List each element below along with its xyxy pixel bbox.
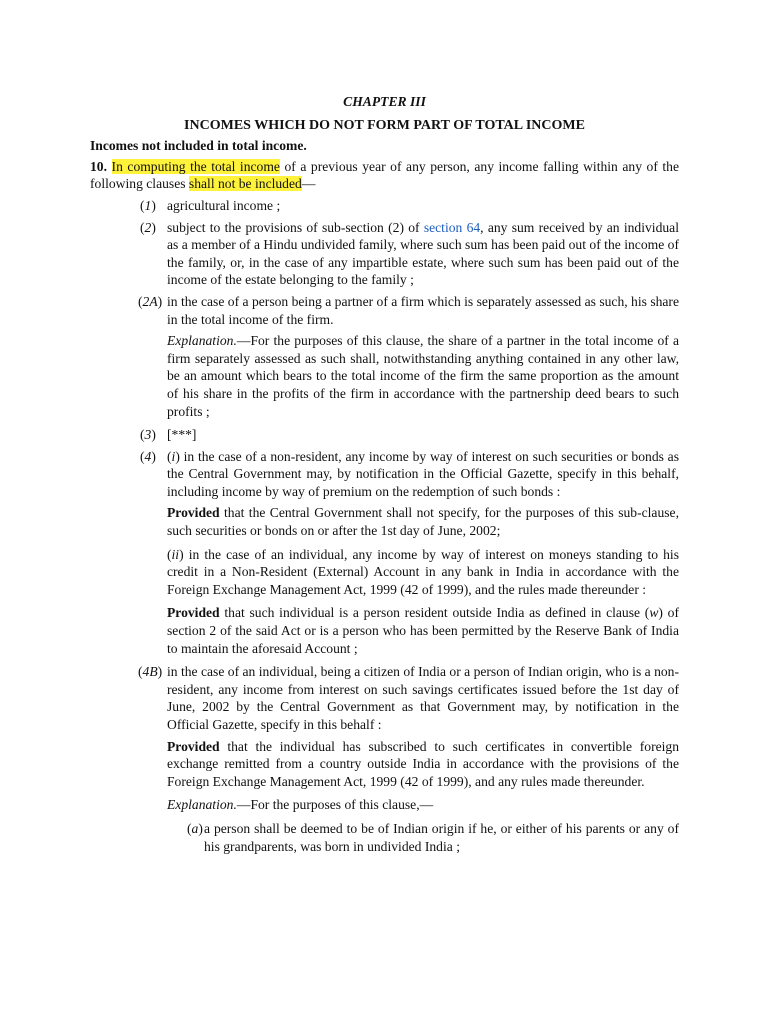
clause-2A-number: (2A)	[138, 293, 163, 309]
subclause-ii-label: ii	[171, 546, 180, 562]
clause-4B-explanation	[90, 796, 679, 814]
proviso-label: Provided	[167, 738, 220, 754]
clause-2-text-pre: subject to the provisions of sub-section (2) of	[167, 219, 424, 235]
clause-2A-text: in the case of a person being a partner of a firm which is separately assessed as such, his share in the total income of the firm.	[167, 293, 679, 327]
clause-4-i-text: in the case of a non-resident, any income by way of interest on such securities or bonds as the Central Government may, by notification in the Official Gazette, specify in this behalf, including income by way of premium on the redemption of such bonds :	[167, 448, 679, 499]
clause-3-number: (3)	[140, 427, 156, 443]
highlight-computing-total-income[interactable]: In computing the total income	[111, 158, 280, 174]
clause-4B-number: (4B)	[138, 664, 163, 680]
section-10-intro	[90, 158, 679, 193]
section-text-2: —	[301, 176, 316, 192]
explanation-text: —For the purposes of this clause, the share of a partner in the total income of a firm separately assessed as such shall, notwithstanding anything contained in any other law, be an amount which bears to the total income of the firm the same proportion as the amount of his share in the profits of the firm in accordance with the partnership deed bears to such profits ;	[167, 333, 679, 419]
proviso-label: Provided	[167, 605, 220, 621]
clause-4B-text: in the case of an individual, being a citizen of India or a person of Indian origin, who is a non-resident, any income from interest on such savings certificates issued before the 1st day of June, 2002 by the Central Government as that Government may, by notification in the Official Gazette, specify in this behalf :	[167, 664, 679, 732]
clause-4-number: (4)	[140, 448, 156, 464]
clause-3-text: [***]	[167, 427, 197, 443]
proviso-text: that the Central Government shall not specify, for the purposes of this sub-clause, such securities or bonds on or after the 1st day of June, 2002;	[167, 505, 679, 539]
clause-3	[90, 426, 679, 444]
clause-1	[90, 197, 679, 215]
section-text-1: of a previous year of any person, any income falling within any of the following clauses	[90, 158, 680, 192]
clause-4B-proviso	[90, 738, 679, 791]
chapter-heading: CHAPTER III	[343, 94, 426, 109]
side-heading: Incomes not included in total income.	[90, 138, 307, 154]
explanation-label: Explanation.	[167, 333, 237, 349]
explanation-text: —For the purposes of this clause,—	[236, 797, 434, 813]
section-number: 10.	[90, 158, 107, 174]
clause-4: (4) (i) in the case of a non-resident, any income by way of interest on such securities or bonds as the Central Government may, by notification in the Official Gazette, specify in this behalf, including income by way of premium on the redemption of such bonds :	[140, 448, 679, 499]
clause-4-proviso-1	[90, 504, 679, 539]
proviso-text: that the individual has subscribed to such certificates in convertible foreign exchange remitted from a country outside India in accordance with the provisions of the Foreign Exchange Management Act, 1999 (42 of 1999), and any rules made thereunder.	[167, 738, 679, 789]
clause-w-label: w	[649, 605, 659, 621]
clause-2-text-post: , any sum received by an individual as a member of a Hindu undivided family, where such sum has been paid out of the income of the family, or, in the case of any impartible estate, where such sum has been paid out of the income of the estate belonging to the family ;	[167, 219, 679, 288]
explanation-label: Explanation.	[167, 797, 237, 813]
clause-4-proviso-2	[90, 604, 679, 657]
chapter-title: INCOMES WHICH DO NOT FORM PART OF TOTAL INCOME	[184, 117, 585, 133]
proviso-text-post: ) of section 2 of the said Act or is a person who has been permitted by the Reserve Bank of India to maintain the aforesaid Account ;	[167, 605, 679, 656]
subclause-ii-text: in the case of an individual, any income by way of interest on moneys standing to his credit in a Non-Resident (External) Account in any bank in India in accordance with the Foreign Exchange Management Act, 1999 (42 of 1999), and the rules made thereunder :	[167, 546, 679, 597]
item-a-text: a person shall be deemed to be of Indian origin if he, or either of his parents or any of his grandparents, was born in undivided India ;	[204, 820, 679, 854]
clause-1-text: agricultural income ;	[167, 197, 281, 213]
explanation-item-a	[90, 820, 679, 855]
item-a-label: (a)	[187, 820, 203, 836]
clause-2-number: (2)	[140, 219, 156, 235]
clause-4-subclause-ii: (ii) in the case of an individual, any income by way of interest on moneys standing to his credit in a Non-Resident (External) Account in any bank in India in accordance with the Foreign Exchange Management Act, 1999 (42 of 1999), and the rules made thereunder :	[167, 546, 679, 597]
clause-2	[90, 219, 679, 289]
subclause-i-label: i	[171, 448, 176, 464]
section-64-link[interactable]: section 64	[423, 219, 481, 235]
clause-4B	[90, 663, 679, 733]
highlight-shall-not-be-included[interactable]: shall not be included	[188, 176, 302, 192]
clause-2A	[90, 293, 679, 328]
proviso-text-pre: that such individual is a person resident outside India as defined in clause (	[219, 605, 650, 621]
clause-2A-explanation	[90, 332, 679, 420]
clause-1-number: (1)	[140, 197, 156, 213]
proviso-label: Provided	[167, 505, 220, 521]
